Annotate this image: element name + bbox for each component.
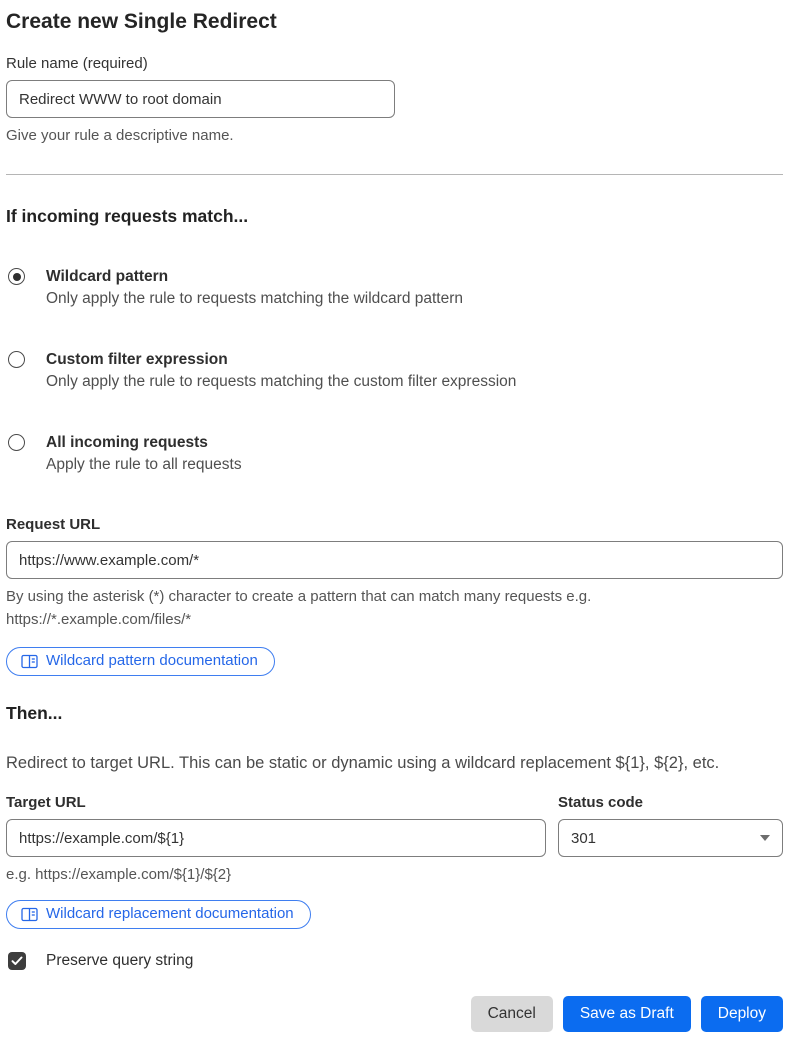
cancel-button[interactable]: Cancel [471,996,553,1032]
status-code-label: Status code [558,794,644,811]
radio-button-icon[interactable] [8,351,25,368]
book-icon [21,907,38,922]
then-section-heading: Then... [6,703,63,723]
radio-option-custom-filter[interactable] [6,349,783,394]
target-url-label: Target URL [6,794,86,811]
target-status-row [6,793,783,886]
radio-button-icon[interactable] [8,268,25,285]
target-url-help: e.g. https://example.com/${1}/${2} [6,866,232,883]
status-code-value: 301 [571,829,597,847]
rule-name-input[interactable] [6,80,395,118]
section-divider [6,174,783,175]
status-code-column [558,793,783,886]
target-url-input[interactable] [6,819,546,857]
match-section-heading: If incoming requests match... [6,206,249,226]
doc-button-label: Wildcard pattern documentation [46,652,258,669]
wildcard-pattern-docs-button[interactable] [6,647,275,676]
chevron-down-icon [760,835,770,841]
radio-option-label: Custom filter expression [46,351,228,368]
status-code-select[interactable] [558,819,783,857]
radio-option-description: Only apply the rule to requests matching the custom filter expression [46,373,517,390]
request-url-help-line1: By using the asterisk (*) character to create a pattern that can match many requests e.g. [6,588,592,605]
radio-option-all-requests[interactable] [6,432,783,477]
doc-button-label: Wildcard replacement documentation [46,905,294,922]
radio-option-description: Apply the rule to all requests [46,456,242,473]
radio-option-label: All incoming requests [46,434,208,451]
rule-name-help: Give your rule a descriptive name. [6,127,234,144]
save-as-draft-button[interactable]: Save as Draft [563,996,691,1032]
footer-action-bar [6,996,783,1039]
request-url-label: Request URL [6,516,101,533]
rule-name-label: Rule name (required) [6,55,148,72]
checkbox-checked-icon[interactable] [8,952,26,970]
radio-option-texts [46,349,516,394]
wildcard-replacement-docs-button[interactable] [6,900,311,929]
radio-option-wildcard-pattern[interactable] [6,266,783,311]
radio-option-texts [46,266,463,311]
match-type-radio-group [6,266,783,477]
page-title: Create new Single Redirect [6,10,277,33]
radio-option-description: Only apply the rule to requests matching the wildcard pattern [46,290,464,307]
request-url-help [6,585,783,631]
book-icon [21,654,38,669]
deploy-button[interactable]: Deploy [701,996,783,1032]
radio-option-label: Wildcard pattern [46,268,169,285]
target-url-column [6,793,546,886]
request-url-input[interactable] [6,541,783,579]
preserve-query-checkbox-row[interactable] [6,952,783,970]
preserve-query-label: Preserve query string [46,952,194,969]
radio-button-icon[interactable] [8,434,25,451]
then-section-description: Redirect to target URL. This can be static or dynamic using a wildcard replacement ${1}, ${2}, etc. [6,754,720,772]
radio-option-texts [46,432,242,477]
request-url-help-line2: https://*.example.com/files/* [6,611,192,628]
